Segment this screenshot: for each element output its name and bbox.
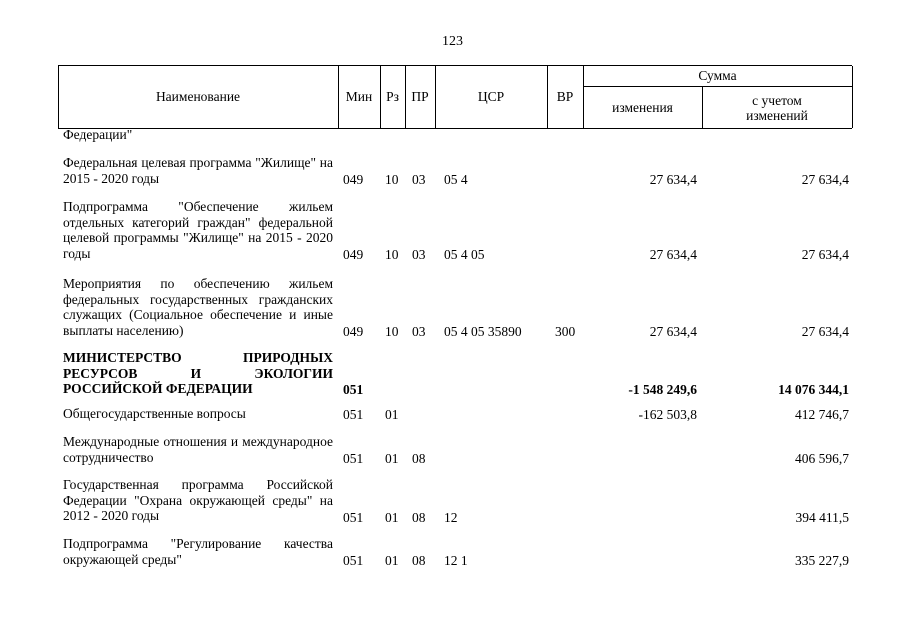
row-rz: 10 (385, 246, 399, 262)
row-pr: 08 (412, 552, 426, 568)
row-name: Мероприятия по обеспечению жильем федеральных государственных гражданских служащих (Социальное обеспечение и иные выплаты населению) (63, 276, 333, 338)
row-csr: 12 1 (444, 552, 468, 568)
row-total: 27 634,4 (801, 246, 849, 262)
row-total: 394 411,5 (795, 509, 849, 525)
row-name: Государственная программа Российской Федерации "Охрана окружающей среды" на 2012 - 2020 годы (63, 477, 333, 523)
header-vr: ВР (556, 89, 574, 104)
table-header (58, 65, 852, 129)
header-csr: ЦСР (477, 89, 505, 104)
row-rz: 10 (385, 171, 399, 187)
row-total: 406 596,7 (795, 450, 849, 466)
row-change: -162 503,8 (638, 406, 697, 422)
row-total: 335 227,9 (795, 552, 849, 568)
table-row (0, 350, 905, 397)
row-change: 27 634,4 (649, 171, 697, 187)
row-change: -1 548 249,6 (628, 381, 697, 397)
page-number: 123 (442, 34, 463, 49)
row-vr: 300 (555, 323, 576, 339)
row-min: 051 (343, 381, 364, 397)
header-with-changes-line1: с учетом (752, 92, 802, 108)
row-rz: 01 (385, 450, 399, 466)
row-pr: 08 (412, 509, 426, 525)
row-min: 051 (343, 509, 364, 525)
table-row (0, 276, 905, 339)
table-row (0, 536, 905, 568)
table-row (0, 434, 905, 466)
row-name: Федерации" (63, 127, 133, 142)
row-min: 051 (343, 406, 364, 422)
header-min: Мин (345, 89, 373, 104)
row-name: Подпрограмма "Обеспечение жильем отдельных категорий граждан" федеральной целевой программы "Жилище" на 2015 - 2020 годы (63, 199, 333, 261)
row-min: 049 (343, 323, 364, 339)
row-name: Федеральная целевая программа "Жилище" на 2015 - 2020 годы (63, 155, 333, 186)
table-row (0, 477, 905, 525)
header-rz: Рз (386, 89, 399, 104)
row-total: 27 634,4 (801, 323, 849, 339)
row-pr: 03 (412, 323, 426, 339)
row-name: Общегосударственные вопросы (63, 406, 246, 421)
row-pr: 08 (412, 450, 426, 466)
row-total: 14 076 344,1 (778, 381, 849, 397)
row-min: 049 (343, 171, 364, 187)
row-pr: 03 (412, 246, 426, 262)
row-min: 049 (343, 246, 364, 262)
header-sum: Сумма (698, 68, 737, 83)
row-csr: 05 4 (444, 171, 468, 187)
row-rz: 01 (385, 509, 399, 525)
row-rz: 01 (385, 552, 399, 568)
header-name: Наименование (155, 89, 241, 104)
header-with-changes (702, 87, 852, 128)
table-row (0, 406, 905, 422)
table-row (0, 155, 905, 187)
row-csr: 05 4 05 35890 (444, 323, 522, 339)
table-row (0, 199, 905, 262)
row-pr: 03 (412, 171, 426, 187)
row-name: Подпрограмма "Регулирование качества окружающей среды" (63, 536, 333, 567)
row-rz: 01 (385, 406, 399, 422)
header-changes: изменения (612, 99, 673, 115)
header-pr: ПР (411, 89, 429, 104)
row-total: 27 634,4 (801, 171, 849, 187)
row-min: 051 (343, 450, 364, 466)
row-rz: 10 (385, 323, 399, 339)
row-name: МИНИСТЕРСТВО ПРИРОДНЫХ РЕСУРСОВ И ЭКОЛОГИИ РОССИЙСКОЙ ФЕДЕРАЦИИ (63, 350, 333, 396)
row-min: 051 (343, 552, 364, 568)
row-name: Международные отношения и международное сотрудничество (63, 434, 333, 465)
row-csr: 12 (444, 509, 458, 525)
row-change: 27 634,4 (649, 246, 697, 262)
row-csr: 05 4 05 (444, 246, 485, 262)
table-row (0, 127, 905, 143)
header-with-changes-line2: изменений (746, 107, 808, 123)
row-change: 27 634,4 (649, 323, 697, 339)
row-total: 412 746,7 (795, 406, 849, 422)
